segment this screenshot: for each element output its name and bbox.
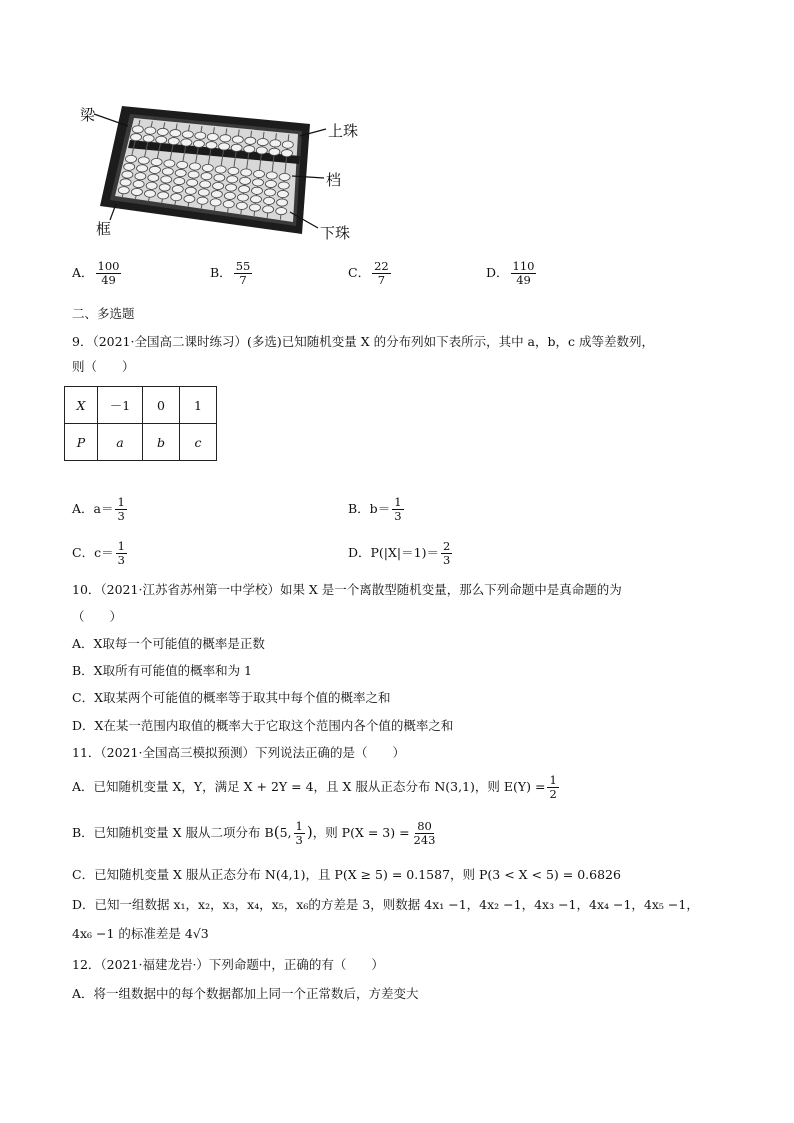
q8-option-a: A． $\frac{100}{49}$: [72, 259, 120, 287]
fraction: $\frac{1}{2}$: [549, 773, 557, 801]
distribution-table: [64, 386, 217, 461]
abacus-figure: [70, 96, 390, 246]
fraction: $\frac{1}{3}$: [117, 495, 125, 523]
fraction: $\frac{1}{3}$: [117, 539, 125, 567]
table-cell: P: [65, 424, 98, 461]
table-row: [65, 387, 217, 424]
q12-stem: 12．（2021·福建龙岩·）下列命题中，正确的有（ ）: [72, 957, 384, 972]
table-row: [65, 424, 217, 461]
fraction: $\frac{1}{3}$: [295, 819, 303, 847]
table-cell: 1: [180, 387, 217, 424]
q8-option-b: B． $\frac{55}{7}$: [210, 259, 251, 287]
label-beam: 梁: [80, 106, 96, 124]
q11-option-c: C．已知随机变量 X 服从正态分布 N(4,1)，且 P(X ≥ 5) = 0.1587，则 P(3 < X < 5) = 0.6826: [72, 867, 621, 882]
q8-option-c: C． $\frac{22}{7}$: [348, 259, 389, 287]
label-frame: 框: [96, 220, 112, 238]
fraction: $\frac{22}{7}$: [374, 259, 389, 287]
q11-option-d-line1: D．已知一组数据 x₁，x₂，x₃，x₄，x₅，x₆的方差是 3，则数据 4x₁ −1，4x₂ −1，4x₃ −1，4x₄ −1，4x₅ −1，: [72, 897, 699, 912]
label-pointer-lines: [70, 96, 390, 246]
label-rod: 档: [326, 171, 342, 189]
q11-option-d-line2: 4x₆ −1 的标准差是 4√3: [72, 926, 209, 941]
table-cell: X: [65, 387, 98, 424]
q10-option-c: C．X取某两个可能值的概率等于取其中每个值的概率之和: [72, 690, 391, 705]
q10-stem-line1: 10．（2021·江苏省苏州第一中学校）如果 X 是一个离散型随机变量，那么下列命题中是真命题的为: [72, 582, 622, 597]
q9-stem-line2: 则（ ）: [72, 359, 135, 374]
table-cell: a: [98, 424, 143, 461]
q10-stem-line2: （ ）: [72, 609, 123, 624]
fraction: $\frac{110}{49}$: [512, 259, 535, 287]
table-cell: b: [143, 424, 180, 461]
fraction: $\frac{100}{49}$: [97, 259, 120, 287]
table-cell: c: [180, 424, 217, 461]
fraction: $\frac{80}{243}$: [413, 819, 436, 847]
q12-option-a: A．将一组数据中的每个数据都加上同一个正常数后，方差变大: [72, 986, 419, 1001]
q10-option-d: D．X在某一范围内取值的概率大于它取这个范围内各个值的概率之和: [72, 718, 454, 733]
table-cell: 0: [143, 387, 180, 424]
q11-stem: 11．（2021·全国高三模拟预测）下列说法正确的是（ ）: [72, 745, 405, 760]
fraction: $\frac{2}{3}$: [442, 539, 451, 567]
section-title: 二、多选题: [72, 306, 135, 321]
q9-option-c: C．c＝ $\frac{1}{3}$: [72, 539, 125, 567]
q9-stem-line1: 9．（2021·全国高二课时练习）(多选)已知随机变量 X 的分布列如下表所示，其中 a，b，c 成等差数列，: [72, 334, 654, 349]
label-upper-beads: 上珠: [328, 122, 359, 140]
q9-option-a: A．a＝ $\frac{1}{3}$: [72, 495, 125, 523]
label-lower-beads: 下珠: [320, 224, 351, 242]
q10-option-a: A．X取每一个可能值的概率是正数: [72, 636, 265, 651]
table-cell: －1: [98, 387, 143, 424]
q9-option-d: D．P(|X|＝1)＝ $\frac{2}{3}$: [348, 539, 451, 567]
fraction: $\frac{1}{3}$: [394, 495, 402, 523]
q9-option-b: B．b＝ $\frac{1}{3}$: [348, 495, 402, 523]
q11-option-b: B．已知随机变量 X 服从二项分布 B(5, $\frac{1}{3}$ )，则 P(X = 3) = $\frac{80}{243}$: [72, 819, 436, 847]
q8-option-d: D． $\frac{110}{49}$: [486, 259, 535, 287]
q10-option-b: B．X取所有可能值的概率和为 1: [72, 663, 253, 678]
q11-option-a: A．已知随机变量 X，Y，满足 X + 2Y = 4，且 X 服从正态分布 N(3,1)，则 E(Y) = $\frac{1}{2}$: [72, 773, 557, 801]
fraction: $\frac{55}{7}$: [235, 259, 251, 287]
